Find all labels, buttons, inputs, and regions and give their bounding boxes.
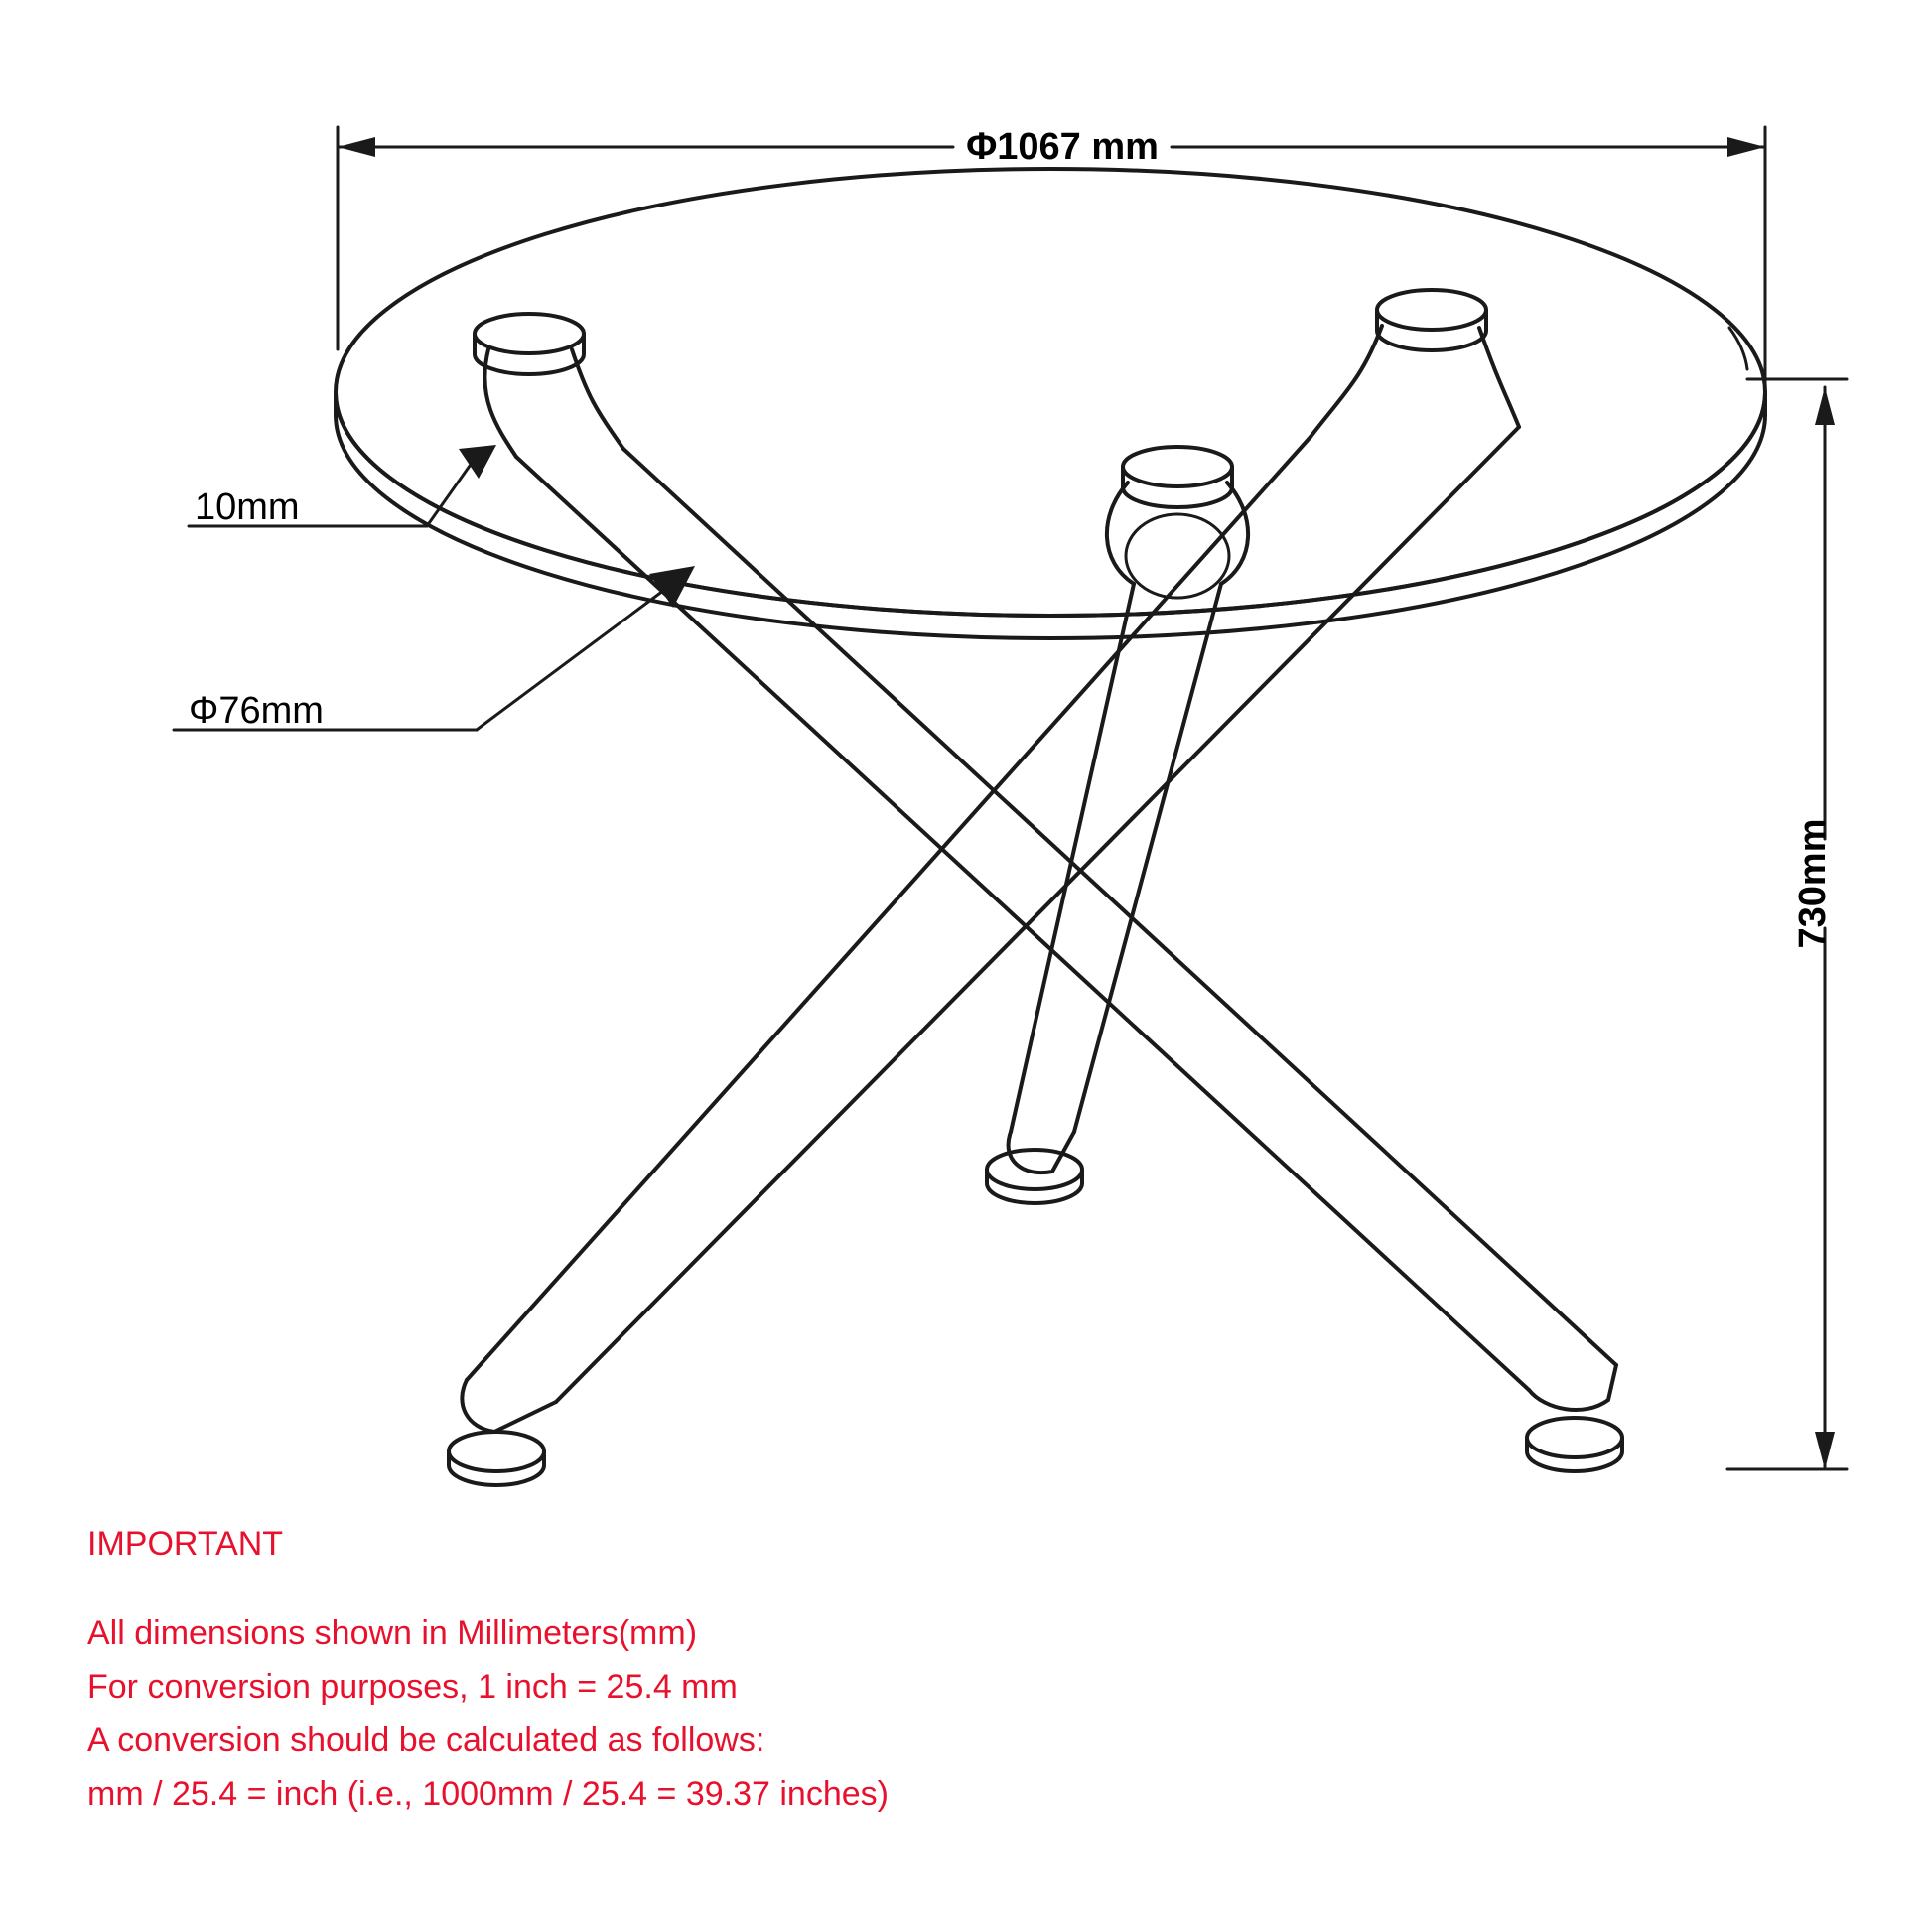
glass-tabletop — [336, 169, 1765, 638]
notes-heading: IMPORTANT — [87, 1525, 284, 1563]
dimension-label-leg-diameter: Φ76mm — [189, 690, 324, 732]
dimension-label-diameter: Φ1067 mm — [966, 126, 1159, 168]
important-notes — [87, 1517, 1279, 1821]
notes-line-3: A conversion should be calculated as follows: — [87, 1722, 765, 1759]
dimension-label-height: 730mm — [1792, 818, 1834, 949]
notes-line-2: For conversion purposes, 1 inch = 25.4 mm — [87, 1668, 738, 1706]
table-leg-left — [475, 314, 1622, 1471]
notes-line-1: All dimensions shown in Millimeters(mm) — [87, 1614, 698, 1652]
notes-line-4: mm / 25.4 = inch (i.e., 1000mm / 25.4 = 39.37 inches) — [87, 1775, 889, 1813]
table-leg-center — [987, 447, 1248, 1203]
dimension-label-thickness: 10mm — [195, 486, 300, 528]
